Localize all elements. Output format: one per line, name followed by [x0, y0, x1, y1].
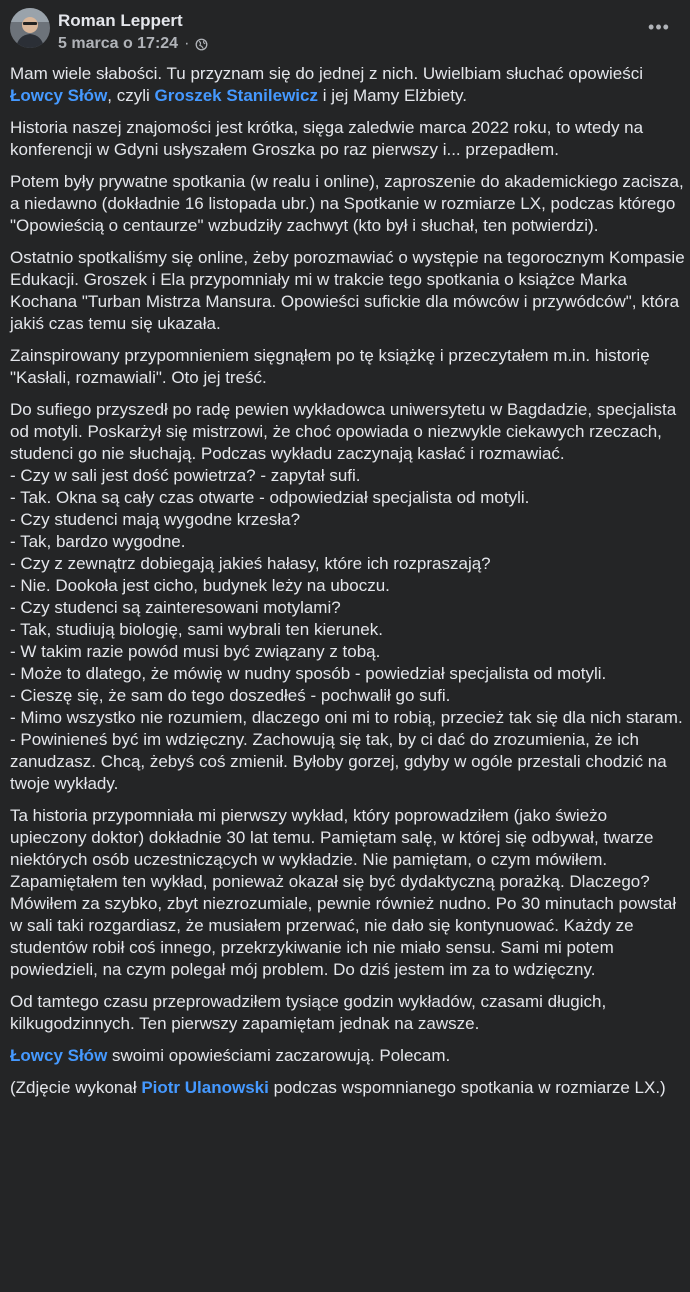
- post-paragraph: [10, 247, 686, 335]
- dialogue-line: - Nie. Dookoła jest cicho, budynek leży na uboczu.: [10, 576, 390, 595]
- post-header: [10, 8, 680, 56]
- post-paragraph: [10, 1045, 686, 1067]
- paragraph-text: Potem były prywatne spotkania (w realu i online), zaproszenie do akademickiego zacisza, a niedawno (dokładnie 16 listopada ubr.) na Spotkanie w rozmiarze LX, podczas którego "Opowieścią o centaurze" wzbudziły zachwyt (kto był i słuchał, ten potwierdzi).: [10, 172, 684, 235]
- dialogue-line: - Tak. Okna są cały czas otwarte - odpowiedział specjalista od motyli.: [10, 488, 530, 507]
- dialogue-line: - Czy w sali jest dość powietrza? - zapytał sufi.: [10, 466, 361, 485]
- paragraph-text: , czyli: [107, 86, 155, 105]
- post-paragraph: [10, 171, 686, 237]
- dialogue-line: - Powinieneś być im wdzięczny. Zachowują się tak, by ci dać do zrozumienia, że ich zanudzasz. Chcą, żebyś coś zmienił. Byłoby gorzej, gdyby w ogóle przestali chodzić na twoje wykłady.: [10, 730, 667, 793]
- post-timestamp[interactable]: 5 marca o 17:24: [58, 35, 179, 52]
- mention-link[interactable]: Łowcy Słów: [10, 1046, 108, 1065]
- post-paragraph: [10, 805, 686, 981]
- post-paragraph: [10, 63, 686, 107]
- mention-link[interactable]: Łowcy Słów: [10, 86, 108, 105]
- meta-separator: ·: [184, 35, 190, 52]
- post-paragraph: [10, 1077, 686, 1099]
- post-body: [10, 63, 686, 1109]
- dialogue-line: - Czy studenci są zainteresowani motylami?: [10, 598, 341, 617]
- paragraph-text: Do sufiego przyszedł po radę pewien wykładowca uniwersytetu w Bagdadzie, specjalista od motyli. Poskarżył się mistrzowi, że choć opowiada o niezwykle ciekawych rzeczach, studenci go nie słuchają. Podczas wykładu zaczynają kasłać i rozmawiać.: [10, 400, 677, 463]
- paragraph-text: Zainspirowany przypomnieniem sięgnąłem po tę książkę i przeczytałem m.in. historię "Kasłali, rozmawiali". Oto jej treść.: [10, 346, 650, 387]
- paragraph-text: podczas wspomnianego spotkania w rozmiarze LX.): [268, 1078, 666, 1097]
- paragraph-text: Ta historia przypomniała mi pierwszy wykład, który poprowadziłem (jako świeżo upieczony doktor) dokładnie 30 lat temu. Pamiętam salę, w której się odbywał, twarze niektórych osób uczestniczących w wykładzie. Nie pamiętam, o czym mówiłem. Zapamiętałem ten wykład, ponieważ okazał się być dydaktyczną porażką. Dlaczego? Mówiłem za szybko, zbyt niezrozumiale, pewnie również nudno. Po 30 minutach powstał w sali taki rozgardiasz, że musiałem przerwać, nie dało się kontynuować. Każdy ze studentów robił coś innego, przekrzykiwanie ich nie miało sensu. Sami mi potem powiedzieli, na czym polegał mój problem. Do dziś jestem im za to wdzięczny.: [10, 806, 677, 979]
- post-paragraph: [10, 345, 686, 389]
- dialogue-line: - Może to dlatego, że mówię w nudny sposób - powiedział specjalista od motyli.: [10, 664, 607, 683]
- globe-icon[interactable]: [195, 38, 208, 51]
- paragraph-text: Historia naszej znajomości jest krótka, sięga zaledwie marca 2022 roku, to wtedy na konferencji w Gdyni usłyszałem Groszka po raz pierwszy i... przepadłem.: [10, 118, 644, 159]
- dialogue-line: - Czy studenci mają wygodne krzesła?: [10, 510, 301, 529]
- dialogue-line: - W takim razie powód musi być związany z tobą.: [10, 642, 381, 661]
- dialogue-line: - Czy z zewnątrz dobiegają jakieś hałasy, które ich rozpraszają?: [10, 554, 491, 573]
- paragraph-text: Mam wiele słabości. Tu przyznam się do jednej z nich. Uwielbiam słuchać opowieści: [10, 64, 644, 83]
- post-paragraph: [10, 991, 686, 1035]
- paragraph-text: Od tamtego czasu przeprowadziłem tysiące godzin wykładów, czasami długich, kilkugodzinnych. Ten pierwszy zapamiętam jednak na zawsze.: [10, 992, 607, 1033]
- author-avatar[interactable]: [10, 8, 50, 48]
- more-options-icon[interactable]: •••: [648, 16, 670, 37]
- paragraph-text: Ostatnio spotkaliśmy się online, żeby porozmawiać o występie na tegorocznym Kompasie Edukacji. Groszek i Ela przypomniały mi w trakcie tego spotkania o książce Marka Kochana "Turban Mistrza Mansura. Opowieści sufickie dla mówców i przywódców", która jakiś czas temu się ukazała.: [10, 248, 685, 333]
- mention-link[interactable]: Groszek Stanilewicz: [154, 86, 318, 105]
- post-paragraph: [10, 117, 686, 161]
- post-meta: [58, 35, 208, 53]
- dialogue-line: - Mimo wszystko nie rozumiem, dlaczego oni mi to robią, przecież tak się dla nich staram.: [10, 708, 683, 727]
- dialogue-line: - Tak, studiują biologię, sami wybrali ten kierunek.: [10, 620, 383, 639]
- paragraph-text: i jej Mamy Elżbiety.: [317, 86, 467, 105]
- paragraph-text: swoimi opowieściami zaczarowują. Polecam.: [107, 1046, 451, 1065]
- author-name[interactable]: Roman Leppert: [58, 11, 183, 30]
- dialogue-line: - Cieszę się, że sam do tego doszedłeś - pochwalił go sufi.: [10, 686, 451, 705]
- mention-link[interactable]: Piotr Ulanowski: [141, 1078, 269, 1097]
- paragraph-text: (Zdjęcie wykonał: [10, 1078, 142, 1097]
- avatar-photo: [10, 8, 50, 48]
- dialogue-line: - Tak, bardzo wygodne.: [10, 532, 186, 551]
- post-paragraph: [10, 399, 686, 795]
